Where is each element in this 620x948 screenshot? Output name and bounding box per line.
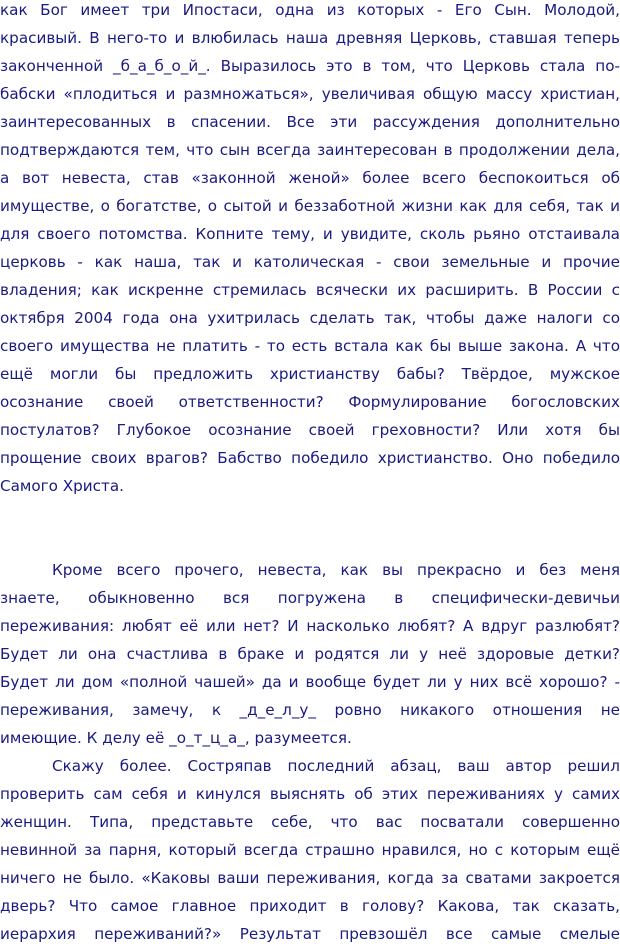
text-line: Будет ли она счастлива в браке и родятся ли у неё здоровые детки? — [0, 645, 620, 663]
text-line: красивый. В него-то и влюбилась наша древняя Церковь, ставшая теперь — [0, 29, 620, 47]
text-line: Кроме всего прочего, невеста, как вы прекрасно и без меня — [52, 561, 620, 579]
text-line: имуществе, о богатстве, о сытой и беззаботной жизни как для себя, так и — [0, 197, 620, 215]
text-line: прощение своих врагов? Бабство победило христианство. Оно победило — [0, 449, 620, 467]
text-line: ещё могли бы предложить христианству бабы? Твёрдое, мужское — [0, 365, 620, 383]
text-line: своего имущества не платить - то есть встала как бы выше закона. А что — [0, 337, 620, 355]
text-line: церковь - как наша, так и католическая - свои земельные и прочие — [0, 253, 620, 271]
text-line: постулатов? Глубокое осознание своей греховности? Или хотя бы — [0, 421, 620, 439]
text-line: имеющие. К делу её _о_т_ц_а_, разумеется. — [0, 729, 352, 747]
text-line: Скажу более. Состряпав последний абзац, ваш автор решил — [52, 757, 620, 775]
text-line: для своего потомства. Копните тему, и увидите, сколь рьяно отстаивала — [0, 225, 620, 243]
text-line: Будет ли дом «полной чашей» да и вообще будет ли у них всё хорошо? - — [0, 673, 620, 691]
text-line: женщин. Типа, представьте себе, что вас посватали совершенно — [0, 813, 620, 831]
text-line: дверь? Что самое главное приходит в голову? Какова, так сказать, — [0, 897, 620, 915]
text-line: ничего не было. «Каковы ваши переживания, когда за сватами закроется — [0, 869, 620, 887]
text-line: переживания: любят её или нет? И насколько любят? А вдруг разлюбят? — [0, 617, 620, 635]
text-line: законченной _б_а_б_о_й_. Выразилось это в том, что Церковь стала по- — [0, 57, 620, 75]
text-line: а вот невеста, став «законной женой» более всего беспокоиться об — [0, 169, 620, 187]
text-line: как Бог имеет три Ипостаси, одна из которых - Его Сын. Молодой, — [0, 1, 620, 19]
text-line: проверить сам себя и кинулся выяснять об этих переживаниях у самих — [0, 785, 620, 803]
text-line: осознание своей ответственности? Формулирование богословских — [0, 393, 620, 411]
text-line: октября 2004 года она ухитрилась сделать так, чтобы даже налоги со — [0, 309, 620, 327]
text-line: владения; как искренне стремилась всячески их расширить. В России с — [0, 281, 620, 299]
text-line: заинтересованных в спасении. Все эти рассуждения дополнительно — [0, 113, 620, 131]
text-line: иерархия переживаний?» Результат превзошёл все самые смелые — [0, 925, 620, 943]
text-line: переживания, замечу, к _д_е_л_у_ ровно никакого отношения не — [0, 701, 620, 719]
text-line: невинной за парня, который всегда страшно нравился, но с которым ещё — [0, 841, 620, 859]
text-line: Самого Христа. — [0, 477, 125, 495]
text-line: бабски «плодиться и размножаться», увеличивая общую массу христиан, — [0, 85, 620, 103]
text-line: подтверждаются тем, что сын всегда заинтересован в продолжении дела, — [0, 141, 620, 159]
text-line: знаете, обыкновенно вся погружена в специфически-девичьи — [0, 589, 620, 607]
